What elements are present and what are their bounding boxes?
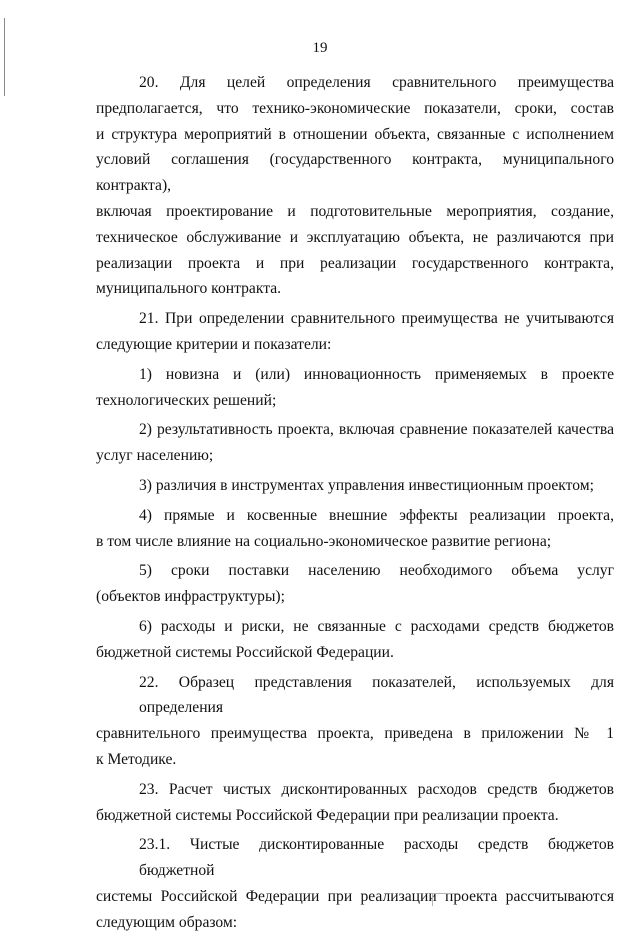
paragraph-line: 2) результативность проекта, включая сравнение показателей качества — [139, 421, 614, 439]
list-item-4 — [96, 503, 614, 555]
paragraph-line: системы Российской Федерации при реализации проекта рассчитываются — [96, 887, 614, 905]
paragraph-line: следующие критерии и показатели: — [96, 335, 332, 353]
paragraph-line: услуг населению; — [96, 447, 214, 465]
list-item-1 — [96, 362, 614, 414]
paragraph-line: реализации проекта и при реализации государственного контракта, — [96, 254, 614, 272]
paragraph-line: техническое обслуживание и эксплуатацию объекта, не различаются при — [96, 228, 614, 246]
paragraph-line: и структура мероприятий в отношении объекта, связанные с исполнением — [96, 125, 614, 143]
list-item-2 — [96, 417, 614, 469]
paragraph-line: следующим образом: — [96, 913, 238, 931]
paragraph-line: предполагается, что технико-экономические показатели, сроки, состав — [96, 99, 614, 117]
paragraph-line: сравнительного преимущества проекта, приведена в приложении № 1 — [96, 725, 614, 743]
paragraph-line: 3) различия в инструментах управления инвестиционным проектом; — [139, 476, 594, 494]
scan-corner-mark — [432, 893, 455, 906]
list-item-3 — [96, 473, 614, 499]
paragraph-line: бюджетной системы Российской Федерации при реализации проекта. — [96, 806, 559, 824]
paragraph-line: к Методике. — [96, 750, 177, 768]
list-item-6 — [96, 614, 614, 666]
paragraph-23-1 — [96, 832, 614, 935]
paragraph-22 — [96, 670, 614, 773]
paragraph-23 — [96, 777, 614, 829]
paragraph-line: 6) расходы и риски, не связанные с расходами средств бюджетов — [139, 617, 614, 635]
scan-margin-line — [4, 18, 5, 96]
paragraph-line: бюджетной системы Российской Федерации. — [96, 643, 394, 661]
paragraph-line: 23.1. Чистые дисконтированные расходы средств бюджетов бюджетной — [139, 836, 614, 880]
paragraph-line: муниципального контракта. — [96, 280, 282, 298]
list-item-5 — [96, 558, 614, 610]
paragraph-21 — [96, 306, 614, 358]
paragraph-line: технологических решений; — [96, 391, 277, 409]
paragraph-line: 1) новизна и (или) инновационность применяемых в проекте — [139, 365, 614, 383]
paragraph-line: 20. Для целей определения сравнительного преимущества — [139, 74, 614, 91]
paragraph-line: 4) прямые и косвенные внешние эффекты реализации проекта, — [139, 506, 614, 524]
paragraph-line: условий соглашения (государственного контракта, муниципального контракта), — [96, 151, 614, 195]
paragraph-line: в том числе влияние на социально-экономическое развитие региона; — [96, 532, 552, 550]
paragraph-20 — [96, 70, 614, 302]
document-body — [96, 70, 614, 936]
paragraph-line: 21. При определении сравнительного преимущества не учитываются — [139, 310, 614, 328]
paragraph-line: включая проектирование и подготовительные мероприятия, создание, — [96, 202, 614, 220]
paragraph-line: 23. Расчет чистых дисконтированных расходов средств бюджетов — [139, 780, 614, 798]
paragraph-line: (объектов инфраструктуры); — [96, 588, 285, 606]
paragraph-line: 5) сроки поставки населению необходимого объема услуг — [139, 562, 614, 580]
page-number: 19 — [312, 40, 328, 56]
paragraph-line: 22. Образец представления показателей, используемых для определения — [139, 673, 614, 717]
